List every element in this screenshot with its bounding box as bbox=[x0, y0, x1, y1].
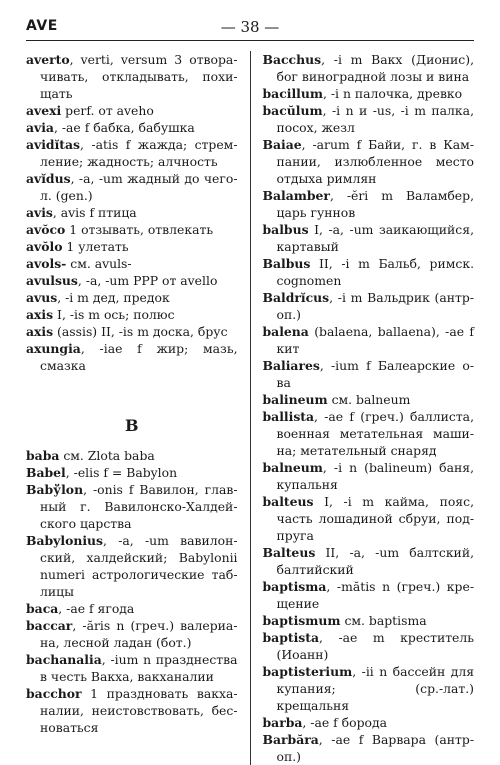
entry-definition: I, -i m кайма, пояс, часть лошадиной сбруи, подпруга bbox=[276, 494, 475, 543]
entry-headword: Babel bbox=[26, 465, 66, 480]
entry-headword: Babўlon bbox=[26, 482, 84, 497]
dictionary-entry bbox=[26, 51, 238, 102]
entry-headword: bacŭlum bbox=[262, 103, 323, 118]
entry-definition: , -ium n празднества в честь Вакха, вакханалии bbox=[40, 652, 238, 684]
dictionary-entry bbox=[26, 481, 238, 532]
entry-definition: 1 отзывать, отвлекать bbox=[65, 222, 214, 237]
entry-definition: , -a, -um вавилонский, халдейский; Babylonii numeri астрологические таблицы bbox=[40, 533, 238, 599]
entry-headword: axis bbox=[26, 307, 54, 322]
entry-headword: bachanalia bbox=[26, 652, 102, 667]
section-letter: B bbox=[124, 416, 139, 435]
dictionary-entry bbox=[263, 663, 475, 714]
dictionary-entry bbox=[263, 731, 475, 765]
dictionary-entry bbox=[263, 136, 475, 187]
entry-headword: avis bbox=[26, 205, 53, 220]
entry-definition: , -ae f борода bbox=[302, 715, 387, 730]
entry-definition: , -ii n бассейн для купания; (ср.-лат.) крещальня bbox=[276, 664, 475, 713]
entry-headword: balena bbox=[262, 324, 309, 339]
dictionary-entry bbox=[26, 447, 238, 464]
two-column-body bbox=[26, 51, 474, 765]
entry-headword: avŏco bbox=[26, 222, 66, 237]
dictionary-entry bbox=[263, 629, 475, 663]
entry-headword: avexi bbox=[26, 103, 62, 118]
entry-headword: bacchor bbox=[26, 686, 82, 701]
entry-headword: baca bbox=[26, 601, 59, 616]
dictionary-entry bbox=[26, 685, 238, 736]
dictionary-entry bbox=[263, 187, 475, 221]
entry-definition: , -a, -um PPP от avello bbox=[77, 273, 218, 288]
dictionary-entry bbox=[263, 612, 475, 629]
dictionary-entry bbox=[26, 272, 238, 289]
entry-headword: Baldrĭcus bbox=[262, 290, 330, 305]
dictionary-entry bbox=[26, 170, 238, 204]
entry-headword: averto bbox=[26, 52, 70, 67]
dictionary-entry bbox=[263, 391, 475, 408]
right-entries bbox=[263, 51, 475, 765]
dictionary-entry bbox=[26, 323, 238, 340]
entry-headword: Balbus bbox=[262, 256, 311, 271]
entry-headword: Babylonius bbox=[26, 533, 104, 548]
entry-headword: barba bbox=[262, 715, 303, 730]
dictionary-entry bbox=[263, 51, 475, 85]
entry-headword: balneum bbox=[262, 460, 323, 475]
entry-definition: , -a, -um жадный до чего-л. (gen.) bbox=[40, 171, 238, 203]
entry-definition: perf. от aveho bbox=[61, 103, 154, 118]
entry-definition: , -i n (balineum) баня, купальня bbox=[276, 460, 475, 492]
dictionary-entry bbox=[263, 578, 475, 612]
entry-definition: , verti, versum 3 отворачивать, откладывать, похищать bbox=[40, 52, 238, 101]
entry-definition: см. balneum bbox=[327, 392, 411, 407]
entry-definition: , -ae f (греч.) баллиста, военная метательная машина; метательный снаряд bbox=[276, 409, 475, 458]
entry-definition: , -mătis n (греч.) крещение bbox=[276, 579, 475, 611]
dictionary-entry bbox=[26, 600, 238, 617]
entry-headword: avĭdus bbox=[26, 171, 71, 186]
entry-definition: II, -a, -um балтский, балтийский bbox=[276, 545, 475, 577]
dictionary-entry bbox=[263, 221, 475, 255]
entry-definition: , -ae f Варвара (антроп.) bbox=[276, 732, 475, 764]
entry-definition: , -ĕri m Валамбер, царь гуннов bbox=[276, 188, 475, 220]
page-header bbox=[26, 18, 474, 41]
entry-headword: baptismum bbox=[262, 613, 341, 628]
entry-definition: , -i n палочка, древко bbox=[322, 86, 463, 101]
entry-headword: avus bbox=[26, 290, 58, 305]
left-entries-a bbox=[26, 51, 238, 374]
page-number: — 38 — bbox=[220, 18, 280, 36]
entry-definition: II, -i m Бальб, римск. cognomen bbox=[276, 256, 475, 288]
dictionary-entry bbox=[26, 617, 238, 651]
entry-headword: axis bbox=[26, 324, 54, 339]
dictionary-entry bbox=[26, 464, 238, 481]
entry-headword: avulsus bbox=[26, 273, 78, 288]
entry-definition: , -ium f Балеарские о-ва bbox=[276, 358, 475, 390]
entry-definition: (balaena, ballaena), -ae f кит bbox=[276, 324, 475, 356]
entry-headword: balineum bbox=[262, 392, 328, 407]
entry-definition: 1 улетать bbox=[62, 239, 129, 254]
dictionary-entry bbox=[26, 651, 238, 685]
entry-headword: Baiae bbox=[262, 137, 302, 152]
entry-headword: avols- bbox=[26, 256, 67, 271]
entry-definition: , -i n и -us, -i m палка, посох, жезл bbox=[276, 103, 475, 135]
entry-definition: , -ăris n (греч.) валериана, лесной ладан (бот.) bbox=[40, 618, 238, 650]
dictionary-entry bbox=[26, 306, 238, 323]
entry-definition: , -arum f Байи, г. в Кампании, излюбленное место отдыха римлян bbox=[276, 137, 475, 186]
entry-definition: 1 праздновать вакханалии, неистовствовать, бесноваться bbox=[40, 686, 238, 735]
entry-definition: , -atis f жажда; стремление; жадность; алчность bbox=[40, 137, 238, 169]
entry-definition: , -i m Вакх (Дионис), бог виноградной лозы и вина bbox=[276, 52, 475, 84]
entry-definition: , -ae f бабка, бабушка bbox=[53, 120, 195, 135]
dictionary-entry bbox=[263, 544, 475, 578]
entry-definition: , -elis f = Babylon bbox=[65, 465, 178, 480]
dictionary-entry bbox=[263, 408, 475, 459]
left-entries-b bbox=[26, 447, 238, 736]
entry-headword: balteus bbox=[262, 494, 314, 509]
dictionary-entry bbox=[26, 119, 238, 136]
dictionary-entry bbox=[26, 255, 238, 272]
dictionary-entry bbox=[263, 323, 475, 357]
entry-definition: см. baptisma bbox=[340, 613, 427, 628]
right-column bbox=[263, 51, 475, 765]
entry-headword: Barbăra bbox=[262, 732, 319, 747]
dictionary-entry bbox=[263, 85, 475, 102]
column-divider bbox=[250, 51, 251, 765]
entry-headword: Bacchus bbox=[262, 52, 322, 67]
dictionary-entry bbox=[263, 255, 475, 289]
entry-headword: balbus bbox=[262, 222, 309, 237]
entry-headword: Balamber bbox=[262, 188, 330, 203]
entry-headword: baccar bbox=[26, 618, 73, 633]
dictionary-entry bbox=[263, 714, 475, 731]
dictionary-entry bbox=[263, 357, 475, 391]
entry-headword: avia bbox=[26, 120, 54, 135]
entry-headword: baptisma bbox=[262, 579, 327, 594]
entry-headword: avŏlo bbox=[26, 239, 63, 254]
entry-definition: , avis f птица bbox=[52, 205, 137, 220]
dictionary-entry bbox=[26, 289, 238, 306]
running-head: AVE bbox=[26, 18, 58, 34]
entry-headword: Baliares bbox=[262, 358, 320, 373]
dictionary-entry bbox=[263, 493, 475, 544]
entry-definition: , -i m дед, предок bbox=[57, 290, 170, 305]
entry-headword: baptista bbox=[262, 630, 320, 645]
entry-headword: baba bbox=[26, 448, 60, 463]
entry-definition: I, -is m ось; полюс bbox=[53, 307, 175, 322]
dictionary-entry bbox=[263, 102, 475, 136]
entry-definition: см. avuls- bbox=[66, 256, 132, 271]
entry-headword: ballista bbox=[262, 409, 315, 424]
dictionary-entry bbox=[26, 238, 238, 255]
entry-definition: , -ae f ягода bbox=[58, 601, 135, 616]
entry-headword: Balteus bbox=[262, 545, 316, 560]
dictionary-entry bbox=[26, 221, 238, 238]
dictionary-entry bbox=[263, 459, 475, 493]
entry-definition: (assis) II, -is m доска, брус bbox=[53, 324, 228, 339]
dictionary-entry bbox=[26, 204, 238, 221]
section-gap bbox=[26, 374, 238, 416]
entry-definition: , -onis f Вавилон, главный г. Вавилонско-Халдейского царства bbox=[40, 482, 238, 531]
entry-headword: bacillum bbox=[262, 86, 323, 101]
entry-headword: axungia bbox=[26, 341, 81, 356]
dictionary-entry bbox=[263, 289, 475, 323]
entry-definition: см. Zlota baba bbox=[59, 448, 155, 463]
entry-headword: baptisterium bbox=[262, 664, 353, 679]
dictionary-entry bbox=[26, 136, 238, 170]
entry-headword: avidĭtas bbox=[26, 137, 81, 152]
left-column bbox=[26, 51, 238, 765]
entry-definition: , -iae f жир; мазь, смазка bbox=[40, 341, 238, 373]
entry-definition: , -i m Вальдрик (антроп.) bbox=[276, 290, 475, 322]
dictionary-entry bbox=[26, 532, 238, 600]
entry-definition: , -ae m креститель (Иоанн) bbox=[276, 630, 475, 662]
entry-definition: I, -a, -um заикающийся, картавый bbox=[276, 222, 475, 254]
dictionary-entry bbox=[26, 340, 238, 374]
dictionary-entry bbox=[26, 102, 238, 119]
